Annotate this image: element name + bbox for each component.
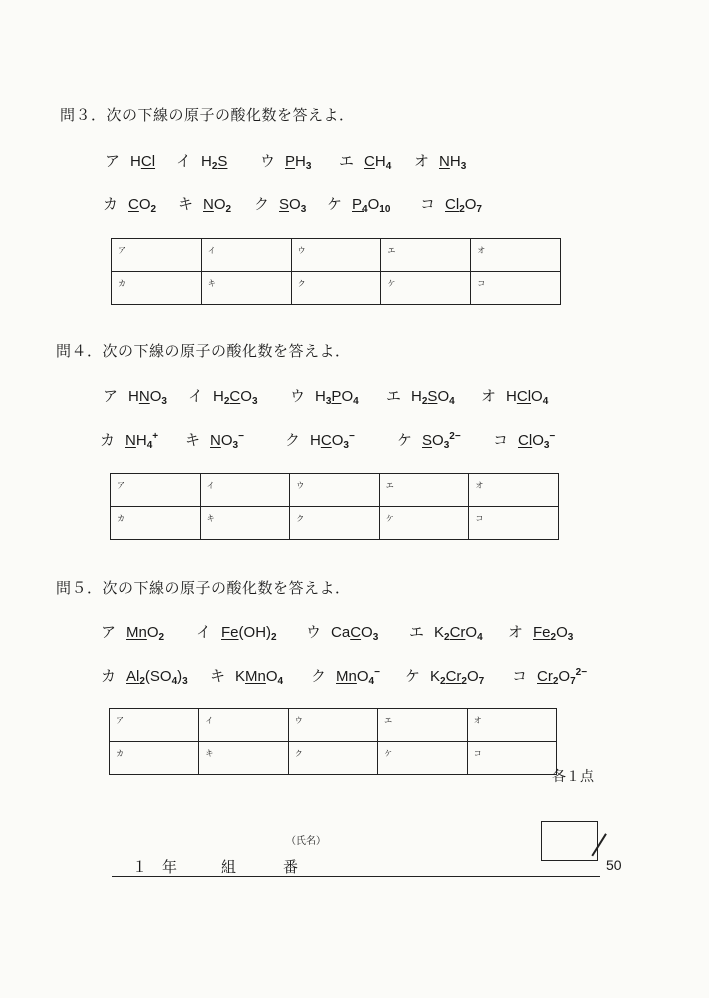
formula-label: ア	[105, 152, 121, 170]
answer-cell[interactable]: コ	[471, 272, 561, 305]
q3-answer-table	[111, 238, 561, 305]
year-label: １ 年	[132, 858, 178, 876]
q3-title: 問３．次の下線の原子の酸化数を答えよ．	[60, 106, 355, 124]
answer-cell[interactable]: ウ	[291, 239, 381, 272]
formula-item	[103, 193, 156, 215]
answer-cell[interactable]: ク	[290, 507, 380, 540]
answer-cell[interactable]: オ	[471, 239, 561, 272]
chemical-formula: $SO_3^{2-}$	[422, 431, 461, 451]
formula-label: カ	[101, 667, 117, 685]
formula-label: オ	[481, 387, 497, 405]
formula-label: ケ	[405, 667, 421, 685]
q4-answer-table	[110, 473, 559, 540]
formula-label: ア	[103, 387, 119, 405]
q5-answer-table	[109, 708, 557, 775]
formula-label: ケ	[397, 431, 413, 449]
answer-cell[interactable]: カ	[111, 507, 201, 540]
formula-item	[405, 665, 484, 687]
answer-cell[interactable]: カ	[110, 742, 199, 775]
answer-cell[interactable]: エ	[381, 239, 471, 272]
formula-label: カ	[103, 195, 119, 213]
chemical-formula: $PH_3$	[285, 153, 312, 172]
chemical-formula: $HNO_3$	[128, 388, 167, 407]
q5-title: 問５．次の下線の原子の酸化数を答えよ．	[56, 579, 351, 597]
answer-row	[110, 709, 557, 742]
answer-cell[interactable]: ケ	[381, 272, 471, 305]
chemical-formula: $CH_4$	[364, 153, 392, 172]
formula-item	[210, 665, 283, 687]
formula-label: キ	[210, 667, 226, 685]
formula-item	[176, 150, 227, 172]
total-score: 50	[606, 857, 622, 873]
answer-cell[interactable]: オ	[469, 474, 559, 507]
answer-cell[interactable]: ク	[288, 742, 377, 775]
answer-row	[111, 507, 559, 540]
formula-item	[481, 385, 548, 407]
chemical-formula: $NH_3$	[439, 153, 467, 172]
answer-cell[interactable]: ケ	[378, 742, 467, 775]
name-line	[112, 876, 600, 877]
q4-title: 問４．次の下線の原子の酸化数を答えよ．	[56, 342, 351, 360]
chemical-formula: $H_3PO_4$	[315, 388, 359, 407]
chemical-formula: MnO$_4$−	[336, 667, 380, 687]
formula-item	[260, 150, 311, 172]
chemical-formula: HClO$_4$	[506, 388, 549, 407]
formula-item	[420, 193, 482, 215]
chemical-formula: $Cr_2O_7^{2-}$	[537, 667, 588, 687]
formula-item	[306, 621, 378, 643]
answer-cell[interactable]: イ	[200, 474, 290, 507]
formula-label: エ	[339, 152, 355, 170]
answer-cell[interactable]: ア	[111, 474, 201, 507]
formula-item	[397, 429, 461, 451]
formula-item	[196, 621, 277, 643]
chemical-formula: $K_2CrO_4$	[434, 624, 483, 643]
chemical-formula: ClO$_3$−	[518, 431, 556, 451]
formula-label: イ	[196, 623, 212, 641]
answer-row	[112, 239, 561, 272]
answer-cell[interactable]: ウ	[288, 709, 377, 742]
chemical-formula: $NH_4^+$	[125, 431, 159, 451]
answer-cell[interactable]: ア	[110, 709, 199, 742]
formula-label: ア	[101, 623, 117, 641]
chemical-formula: $NO_2$	[203, 196, 232, 215]
answer-cell[interactable]: キ	[200, 507, 290, 540]
chemical-formula: $Cl_2O_7$	[445, 196, 482, 215]
formula-label: カ	[100, 431, 116, 449]
answer-cell[interactable]: カ	[112, 272, 202, 305]
formula-item	[493, 429, 555, 451]
formula-item	[103, 385, 167, 407]
answer-row	[110, 742, 557, 775]
formula-label: エ	[386, 387, 402, 405]
formula-item	[414, 150, 466, 172]
chemical-formula: $Fe_2O_3$	[533, 624, 574, 643]
formula-label: オ	[508, 623, 524, 641]
formula-item	[339, 150, 391, 172]
formula-label: イ	[188, 387, 204, 405]
answer-cell[interactable]: キ	[199, 742, 288, 775]
class-label: 組	[221, 858, 237, 876]
formula-item	[101, 621, 164, 643]
answer-cell[interactable]: ア	[112, 239, 202, 272]
chemical-formula: CaCO$_3$	[331, 624, 379, 643]
answer-cell[interactable]: イ	[199, 709, 288, 742]
chemical-formula: KMnO$_4$	[235, 668, 284, 687]
chemical-formula: $SO_3$	[279, 196, 307, 215]
formula-item	[285, 429, 355, 451]
chemical-formula: $K_2Cr_2O_7$	[430, 668, 485, 687]
chemical-formula: $Al_2(SO_4)_3$	[126, 668, 188, 687]
formula-item	[311, 665, 380, 687]
chemical-formula: $Fe(OH)_2$	[221, 624, 277, 643]
answer-row	[112, 272, 561, 305]
answer-cell[interactable]: イ	[201, 239, 291, 272]
formula-label: キ	[178, 195, 194, 213]
formula-label: オ	[414, 152, 430, 170]
formula-item	[178, 193, 231, 215]
chemical-formula: $P_4O_{10}$	[352, 196, 391, 215]
formula-item	[327, 193, 390, 215]
answer-cell[interactable]: ケ	[379, 507, 469, 540]
formula-label: コ	[493, 431, 509, 449]
formula-item	[409, 621, 483, 643]
answer-cell[interactable]: キ	[201, 272, 291, 305]
formula-item	[386, 385, 455, 407]
formula-label: ク	[285, 431, 301, 449]
formula-label: ウ	[290, 387, 306, 405]
number-label: 番	[283, 858, 299, 876]
formula-item	[254, 193, 306, 215]
formula-label: ク	[311, 667, 327, 685]
answer-cell[interactable]: コ	[469, 507, 559, 540]
formula-label: ウ	[260, 152, 276, 170]
chemical-formula: HCl	[130, 153, 156, 170]
chemical-formula: $H_2S$	[201, 153, 228, 172]
formula-label: コ	[512, 667, 528, 685]
chemical-formula: $CO_2$	[128, 196, 157, 215]
answer-cell[interactable]: コ	[467, 742, 556, 775]
formula-item	[185, 429, 244, 451]
answer-cell[interactable]: オ	[467, 709, 556, 742]
formula-label: コ	[420, 195, 436, 213]
formula-label: ク	[254, 195, 270, 213]
score-box[interactable]	[541, 821, 598, 861]
formula-item	[188, 385, 258, 407]
formula-item	[512, 665, 587, 687]
chemical-formula: $H_2CO_3$	[213, 388, 258, 407]
answer-cell[interactable]: エ	[378, 709, 467, 742]
formula-item	[100, 429, 158, 451]
formula-item	[290, 385, 359, 407]
answer-row	[111, 474, 559, 507]
formula-item	[105, 150, 155, 171]
chemical-formula: MnO$_2$	[126, 624, 165, 643]
formula-label: イ	[176, 152, 192, 170]
chemical-formula: $H_2SO_4$	[411, 388, 455, 407]
answer-cell[interactable]: エ	[379, 474, 469, 507]
formula-label: ケ	[327, 195, 343, 213]
points-note: 各１点	[552, 769, 594, 785]
formula-label: ウ	[306, 623, 322, 641]
chemical-formula: $NO_3^-$	[210, 431, 244, 451]
name-label: （氏名）	[286, 836, 326, 847]
chemical-formula: $HCO_3^-$	[310, 431, 355, 451]
formula-label: エ	[409, 623, 425, 641]
formula-item	[508, 621, 573, 643]
formula-label: キ	[185, 431, 201, 449]
formula-item	[101, 665, 188, 687]
answer-cell[interactable]: ウ	[290, 474, 380, 507]
answer-cell[interactable]: ク	[291, 272, 381, 305]
